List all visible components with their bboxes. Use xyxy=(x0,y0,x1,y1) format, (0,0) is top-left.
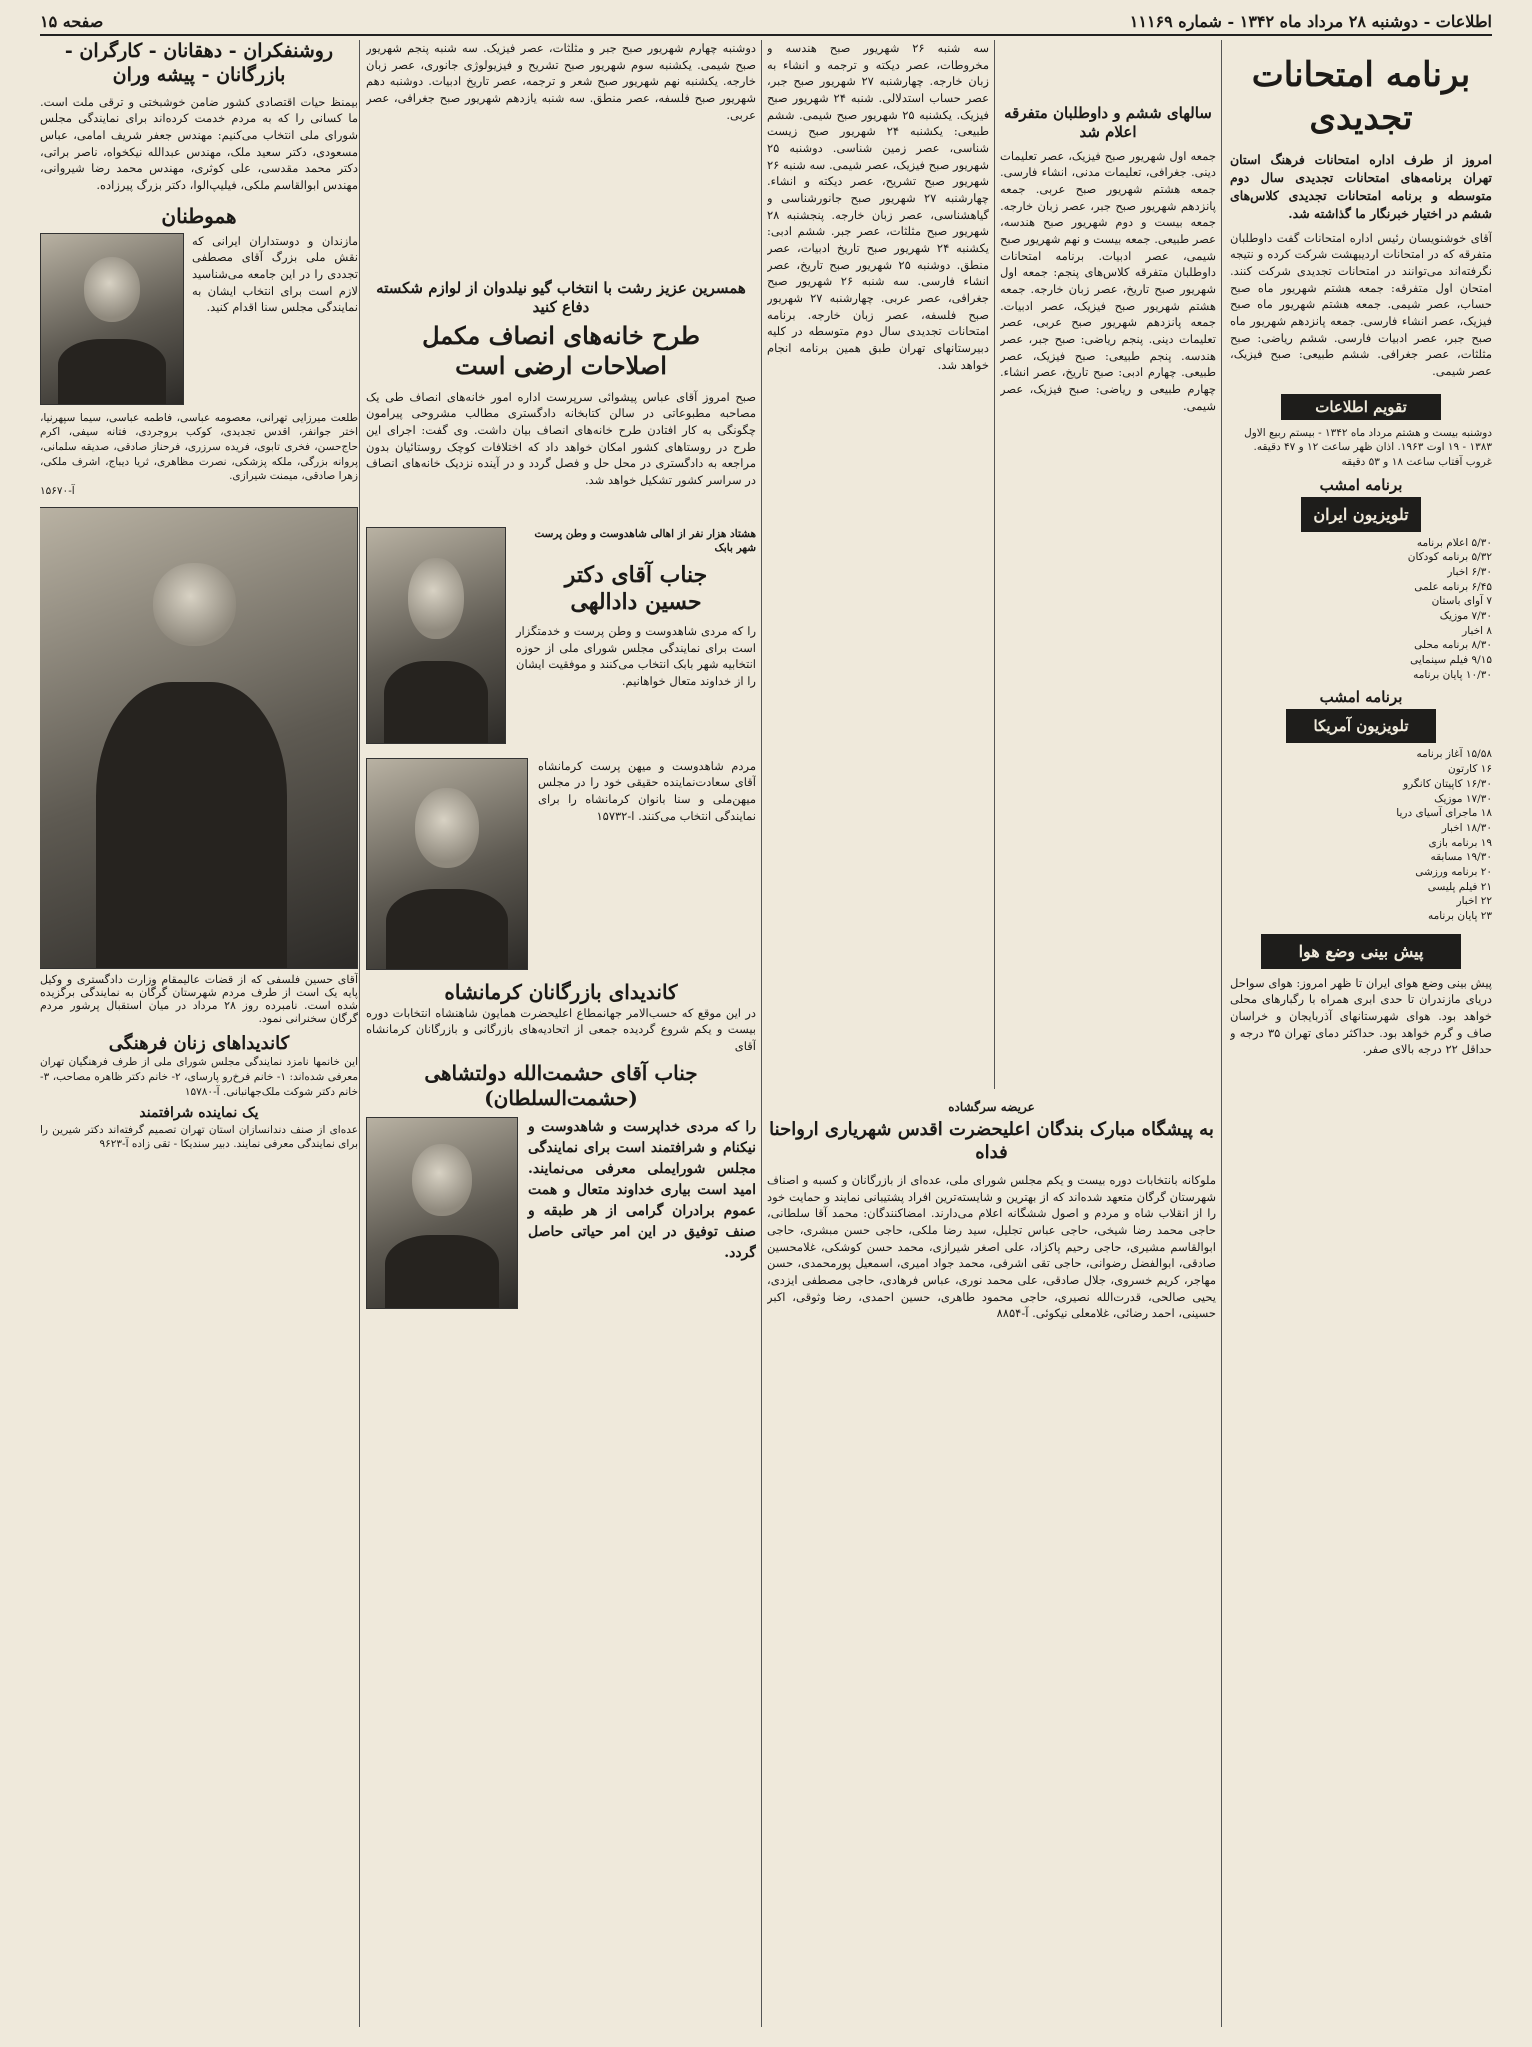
speaker-photo xyxy=(40,507,358,969)
left-headline: روشنفکران - دهقانان - کارگران - بازرگانان - پیشه وران xyxy=(64,40,334,86)
tv2-item: ۱۶/۳۰ کاپیتان کانگرو xyxy=(1403,777,1492,790)
tv2-item: ۲۲ اخبار xyxy=(1456,895,1492,908)
heshmat-block xyxy=(366,1117,756,1309)
hamvatan-block xyxy=(40,233,358,405)
dadallahi-block xyxy=(366,527,756,744)
mid-notice: همسرین عزیز رشت با انتخاب گیو نیلدوان از لوازم شکسته دفاع کنید xyxy=(376,279,746,316)
ensaf-headline-2: اصلاحات ارضی است xyxy=(455,350,667,380)
rep-text: عده‌ای از صنف دندانسازان استان تهران تصمیم گرفته‌اند دکتر شیرین را برای نمایندگی معرفی نمایند. دبیر سندیکا - تقی زاده آ-۹۶۲۳ xyxy=(40,1123,358,1151)
tv2-item: ۱۹ برنامه بازی xyxy=(1428,836,1492,849)
schedule-text: سه شنبه ۲۶ شهریور صبح هندسه و مخروطات، عصر دیکته و ترجمه و انشاء به زبان خارجه. چهارشنبه ۲۷ شهریور صبح جبر، عصر حساب استدلالی. شنبه ۲۴ شهریور صبح فیزیک. یکشنبه ۲۵ شهریور صبح شیمی. ششم طبیعی: یکشنبه ۲۴ شهریور صبح زیست شناسی، عصر زمین شناسی. دوشنبه ۲۵ شهریور صبح فیزیک، عصر شیمی. سه شنبه ۲۶ شهریور صبح تشریح، عصر دیکته و انشاء. چهارشنبه ۲۷ شهریور صبح جانورشناسی و گیاهشناسی، عصر زبان خارجه. پنجشنبه ۲۸ شهریور صبح مثلثات، عصر جبر. ششم ادبی: یکشنبه ۲۴ شهریور صبح تاریخ ادبیات، عصر منطق. دوشنبه ۲۵ شهریور صبح تاریخ، عصر انشاء فارسی. سه شنبه ۲۶ شهریور صبح جغرافی، عصر عربی. چهارشنبه ۲۷ شهریور صبح فلسفه، عصر زبان خارجه. برنامه امتحانات تجدیدی سال دوم متوسطه در کلیه دبیرستانهای تهران طبق همین برنامه انجام خواهد شد. xyxy=(767,41,989,372)
kerman-body: در این موقع که حسب‌الامر جهانمطاع اعلیحضرت همایون شاهنشاه انتخابات دوره بیست و یکم شروع گردیده جمعی از اتحادیه‌های بازرگانی و بازرگانان کرمانشاه آقای xyxy=(366,1005,756,1053)
women-headline: کاندیداهای زنان فرهنگی xyxy=(108,1032,290,1054)
dadallahi-portrait xyxy=(366,527,506,744)
schedule-column xyxy=(767,40,989,1089)
left-column xyxy=(40,40,358,2027)
tv2-item: ۲۱ فیلم پلیسی xyxy=(1427,880,1492,893)
tv1-item: ۸ اخبار xyxy=(1462,624,1492,637)
exam-intro: امروز از طرف اداره امتحانات فرهنگ استان تهران برنامه‌های امتحانات تجدیدی سال دوم متوسطه و برنامه امتحانات تجدیدی کلاس‌های ششم در اختیار خبرنگار ما گذاشته شد. xyxy=(1230,152,1492,222)
heshmat-title: (حشمت‌السلطان) xyxy=(484,1085,638,1110)
dadallahi-text: را که مردی شاهدوست و وطن پرست و خدمتگزار است برای نمایندگی مجلس شورای ملی از حوزه انتخابیه شهر بابک انتخاب می‌کنند و موفقیت ایشان را از خداوند متعال خواهانیم. xyxy=(516,623,756,688)
kerman-candidate-portrait xyxy=(366,758,528,970)
tv1-schedule xyxy=(1230,536,1492,683)
masthead-page-number: صفحه ۱۵ xyxy=(40,12,104,31)
rep-headline: یک نماینده شرافتمند xyxy=(139,1105,259,1122)
middle-column xyxy=(366,40,756,2017)
hamvatan-text: مازندان و دوستداران ایرانی که نقش ملی بزرگ آقای مصطفی تجددی را در این جامعه می‌شناسید لازم است برای انتخاب ایشان به نمایندگی مجلس سنا اقدام کنید. xyxy=(192,233,358,315)
masthead xyxy=(40,12,1492,36)
dadallahi-name-line1: جناب آقای دکتر xyxy=(564,561,708,588)
tv2-item: ۱۷/۳۰ موزیک xyxy=(1434,792,1492,805)
calendar-text: دوشنبه بیست و هشتم مرداد ماه ۱۳۴۲ - بیستم ربیع الاول ۱۳۸۳ - ۱۹ اوت ۱۹۶۳. اذان ظهر ساعت ۱۲ و ۴۷ دقیقه. غروب آفتاب ساعت ۱۸ و ۵۳ دقیقه xyxy=(1244,426,1492,468)
exam-body: آقای خوشنویسان رئیس اداره امتحانات گفت داوطلبان متفرقه که در امتحانات اردیبهشت شرکت کرده و نتیجه نگرفته‌اند می‌توانند در امتحانات تجدیدی شرکت کنند. امتحان اول متفرقه: جمعه هشتم شهریور ماه صبح حساب، عصر شیمی. جمعه هشتم شهریور ماه صبح فیزیک، عصر انشاء فارسی. جمعه پانزدهم شهریور ماه صبح جبر، عصر ادبیات فارسی. ششم ریاضی: صبح مثلثات، عصر جغرافی. ششم طبیعی: صبح فیزیک، عصر شیمی. xyxy=(1230,230,1492,378)
exam-column xyxy=(1230,40,1492,2027)
speaker-caption: آقای حسین فلسفی که از قضات عالیمقام وزارت دادگستری و وکیل پایه یک است از طرف مردم شهرستان گرگان به نمایندگی برگزیده شده است. نامبرده روز ۲۸ مرداد در میان استقبال پرشور مردم گرگان سخنرانی نمود. xyxy=(40,972,358,1025)
ensaf-headline-1: طرح خانه‌های انصاف مکمل xyxy=(422,320,700,350)
tv2-item: ۱۹/۳۰ مسابقه xyxy=(1430,851,1492,864)
ensaf-article: صبح امروز آقای عباس پیشوائی سرپرست اداره امور خانه‌های انصاف طی یک مصاحبه مطبوعاتی در سالن کتابخانه دادگستری مطالب مشروحی پیرامون چگونگی به کار افتادن طرح خانه‌های انصاف بیان داشت. وی گفت: اجرای این طرح در روستاهای کشور امکان خواهد داد که اختلافات کوچک روستائیان بدون مراجعه به دادگستری در محل حل و فصل گردد و در آینده نزدیک خانه‌های انصاف در سراسر کشور تشکیل خواهد شد. xyxy=(366,389,756,487)
kerman-block xyxy=(366,758,756,970)
exam-continued-text: جمعه اول شهریور صبح فیزیک، عصر تعلیمات دینی. جغرافی، تعلیمات مدنی، انشاء فارسی. جمعه هشتم شهریور صبح عربی. جمعه پانزدهم شهریور صبح جبر، عصر زبان خارجه. جمعه بیست و دوم شهریور صبح هندسه، عصر طبیعی. جمعه بیست و نهم شهریور صبح شیمی، عصر ادبیات. برنامه امتحانات داوطلبان متفرقه کلاس‌های پنجم: جمعه اول شهریور صبح تاریخ، عصر زبان خارجه. جمعه هشتم شهریور صبح فیزیک، عصر ادبیات. جمعه پانزدهم شهریور صبح عربی، عصر تعلیمات دینی. پنجم ریاضی: صبح جبر، عصر هندسه. پنجم طبیعی: صبح فیزیک، عصر طبیعی. چهارم ادبی: صبح تاریخ، عصر انشاء. چهارم طبیعی و ریاضی: صبح فیزیک، عصر شیمی. xyxy=(1000,148,1216,413)
tv2-item: ۲۳ پایان برنامه xyxy=(1427,910,1492,923)
tv2-heading: برنامه امشب xyxy=(1319,688,1403,707)
petition-text: ملوکانه بانتخابات دوره بیست و یکم مجلس شورای ملی، عده‌ای از بازرگانان و کسبه و اصناف شهرستان گرگان متعهد شده‌اند که از بهترین و شایسته‌ترین افراد پشتیبانی نمایند و حمایت خود را از انقلاب شاه و مردم و اصول ششگانه اعلام می‌دارند. امضاکنندگان: محمد آقا سلطانی، حاجی محمد رضا شیخی، حاجی عباس تجلیل، سید رضا ملکی، حاجی حسن مبشری، حاجی ابوالقاسم مشیری، حاجی رحیم پاکزاد، علی اصغر شیرازی، محمد حسن کوشکی، غلامحسین صادقی، ابوالفضل رضوانی، حاجی تقی اشرفی، محمد جواد امیری، اسمعیل پورمحمدی، حسن مهاجر، کریم خسروی، جلال صادقی، علی محمد نوری، عباس فرهادی، حاجی مصطفی ایزدی، یحیی صالحی، قدرت‌الله نصیری، حاجی محمود طاهری، حسین احمدی، رضا وثوقی، اکبر حسینی، احمد رضائی، غلامعلی نیکوئی. آ-۸۸۵۴ xyxy=(767,1173,1216,1321)
tv1-item: ۶/۳۰ اخبار xyxy=(1447,565,1492,578)
tv1-item: ۷/۳۰ موزیک xyxy=(1439,610,1492,623)
weather-badge: پیش بینی وضع هوا xyxy=(1261,934,1461,969)
tv1-item: ۵/۳۲ برنامه کودکان xyxy=(1407,551,1492,564)
supporter-names: طلعت میرزایی تهرانی، معصومه عباسی، فاطمه عباسی، سیما سپهرنیا، اختر جوانفر، اقدس تجدیدی، کوکب بروجردی، فتانه سیفی، اکرم حاج‌حسن، فخری تابوی، فریده سرزری، فرحناز صادقی، صدیقه سلمانی، پروانه بزرگی، ملکه پزشکی، نصرت مظاهری، ثریا دیباج، اشرف ملکی، زهرا صادقی، میمنت شیرازی. xyxy=(40,411,358,483)
petition-headline: به پیشگاه مبارک بندگان اعلیحضرت اقدس شهریاری ارواحنا فداه xyxy=(769,1119,1214,1163)
tv2-schedule xyxy=(1230,747,1492,923)
weather-text: پیش بینی وضع هوای ایران تا ظهر امروز: هوای سواحل دریای مازندران تا حدی ابری همراه با رگبارهای محلی خواهد بود. هوای شهرستانهای آذربایجان و خراسان صاف و گرم خواهد بود. حداکثر دمای تهران ۳۵ درجه و حداقل ۲۲ درجه بالای صفر. xyxy=(1230,975,1492,1057)
column-rule xyxy=(994,40,995,1089)
kerman-text: مردم شاهدوست و میهن پرست کرمانشاه آقای سعادت‌نماینده حقیقی خود را در مجلس میهن‌ملی و سنا بانوان کرمانشاه را برای نمایندگی انتخاب می‌کنند. ا-۱۵۷۳۲ xyxy=(538,758,756,823)
column-rule xyxy=(761,40,762,2027)
tv1-item: ۶/۴۵ برنامه علمی xyxy=(1414,580,1492,593)
tajaddodi-portrait xyxy=(40,233,184,405)
tv2-item: ۱۸ ماجرای آسیای دریا xyxy=(1396,807,1492,820)
left-intro: بیمنظ حیات اقتصادی کشور ضامن خوشبختی و ترقی ملت است. ما کسانی را که به مردم خدمت کرده‌اند برای نمایندگی مجلس شورای ملی انتخاب می‌کنیم: مهندس جعفر شریف امامی، عباس مسعودی، دکتر سعید ملک، مهندس عبدالله نیکخواه، ناصر براتی، دکتر محمد مقدسی، علی کوثری، مهندس محمد رضا شیروانی، مهندس ابوالقاسم ملکی، فیلیپ‌الوا، دکتر بزرگ پیرزاده. xyxy=(40,94,358,192)
tv1-item: ۸/۳۰ برنامه محلی xyxy=(1414,639,1492,652)
exam-subheadline: سالهای ششم و داوطلبان متفرقه اعلام شد xyxy=(1004,104,1212,141)
petition-subhead: عریضه سرگشاده xyxy=(948,1100,1035,1114)
column-rule xyxy=(1221,40,1222,2027)
women-text: این خانمها نامزد نمایندگی مجلس شورای ملی از طرف فرهنگیان تهران معرفی شده‌اند: ۱- خانم فرخ‌رو پارسای، ۲- خانم دکتر ظاهره مصاحب، ۳- خانم دکتر شوکت ملک‌جهانبانی. آ-۱۵۷۸۰ xyxy=(40,1056,358,1098)
column-rule xyxy=(359,40,360,2027)
tv-iran-logo: تلویزیون ایران xyxy=(1301,497,1421,532)
tv-america-logo: تلویزیون آمریکا xyxy=(1286,709,1436,743)
tv2-item: ۱۵/۵۸ آغاز برنامه xyxy=(1416,748,1492,761)
exam-headline: برنامه امتحانات تجدیدی xyxy=(1251,55,1471,138)
tv2-item: ۱۸/۳۰ اخبار xyxy=(1441,821,1492,834)
tv1-item: ۱۰/۳۰ پایان برنامه xyxy=(1413,668,1492,681)
heshmat-text: را که مردی خداپرست و شاهدوست و نیکنام و شرافتمند است برای نمایندگی مجلس شورایملی معرفی می‌نمایند. امید است بیاری خداوند متعال و همت عموم برادران گرامی از هر طبقه و صنف توفیق در این امر حیاتی حاصل گردد. xyxy=(528,1118,756,1261)
mid-top-text: دوشنبه چهارم شهریور صبح جبر و مثلثات، عصر فیزیک. سه شنبه پنجم شهریور صبح شیمی. یکشنبه سوم شهریور صبح تشریح و فیزیولوژی جانوری، عصر زبان خارجه. یکشنبه نهم شهریور صبح شعر و ترجمه، عصر تاریخ ادبیات. دوشنبه دهم شهریور صبح فلسفه، عصر منطق. سه شنبه یازدهم شهریور صبح جغرافی، عصر عربی. xyxy=(366,41,756,122)
tv1-heading: برنامه امشب xyxy=(1319,475,1403,494)
tv1-item: ۵/۳۰ اعلام برنامه xyxy=(1416,536,1492,549)
masthead-issue: اطلاعات - دوشنبه ۲۸ مرداد ماه ۱۳۴۲ - شماره ۱۱۱۶۹ xyxy=(1129,12,1492,31)
dadallahi-name-line2: حسین دادالهی xyxy=(570,589,702,616)
left-ad-number: آ-۱۵۶۷۰ xyxy=(40,484,75,497)
tv2-item: ۲۰ برنامه ورزشی xyxy=(1415,865,1492,878)
petition-block xyxy=(767,1100,1216,2017)
hamvatan-headline: هموطنان xyxy=(161,203,237,228)
dadallahi-intro: هشتاد هزار نفر از اهالی شاهدوست و وطن پرست شهر بابک xyxy=(534,527,756,555)
exam-continued-column xyxy=(1000,104,1216,1089)
tv1-item: ۹/۱۵ فیلم سینمایی xyxy=(1410,654,1492,667)
heshmat-name: جناب آقای حشمت‌الله دولتشاهی xyxy=(424,1060,698,1085)
tv2-item: ۱۶ کارتون xyxy=(1448,763,1492,776)
calendar-badge: تقویم اطلاعات xyxy=(1281,394,1441,420)
tv1-item: ۷ آوای باستان xyxy=(1431,595,1492,608)
kerman-headline: کاندیدای بازرگانان کرمانشاه xyxy=(444,979,678,1004)
heshmat-portrait xyxy=(366,1117,518,1309)
